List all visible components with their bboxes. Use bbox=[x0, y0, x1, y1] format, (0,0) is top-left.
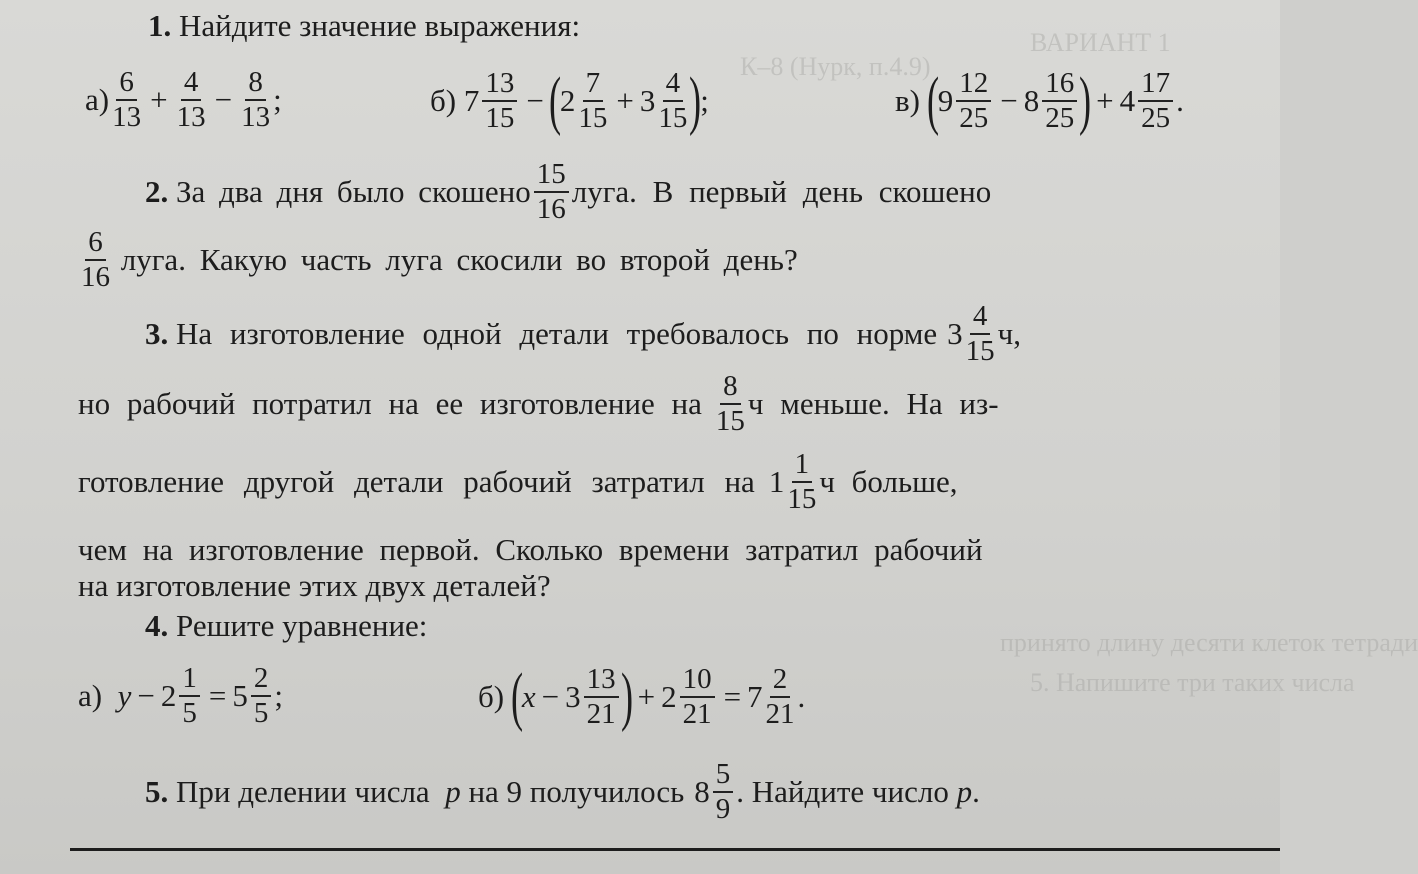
task-1-text: Найдите значение выражения: bbox=[179, 8, 581, 43]
fraction: $\frac{4}{13}$ bbox=[176, 66, 206, 133]
task-3-text: ч меньше. На из- bbox=[747, 386, 999, 421]
task-4b-equation: б) ( x − 3 13 21 ) + 2 $\frac{10}{21}$ = 7 2 21 . bbox=[478, 660, 806, 733]
fraction: 13 15 bbox=[482, 69, 517, 133]
task-5-number: 5. bbox=[145, 774, 169, 809]
item-label: а) bbox=[78, 678, 103, 713]
task-3-text: ч больше, bbox=[819, 464, 958, 499]
task-5: 5. При делении числа p на 9 получилось 8 5 9 . Найдите число p . bbox=[145, 758, 980, 825]
item-label: а) bbox=[85, 82, 110, 117]
fraction: 1 15 bbox=[787, 448, 817, 515]
task-5-text: . Найдите число bbox=[736, 774, 949, 809]
task-3-number: 3. bbox=[145, 316, 169, 351]
item-label: б) bbox=[430, 83, 457, 118]
fraction: 12 25 bbox=[956, 69, 991, 133]
task-2-line-2 bbox=[78, 228, 798, 292]
task-3-text: чем на изготовление первой. Сколько времени затратил рабочий bbox=[78, 532, 983, 567]
task-2-number: 2. bbox=[145, 174, 169, 209]
bleed-through-text: ВАРИАНТ 1 bbox=[1030, 28, 1171, 57]
task-3-text: но рабочий потратил на ее изготовление на bbox=[78, 386, 702, 421]
task-1-heading bbox=[148, 8, 580, 44]
bottom-rule bbox=[70, 848, 1280, 851]
task-5-text: на 9 получилось bbox=[468, 774, 685, 809]
task-1a-expression: а) 6 13 + $\frac{4}{13}$ − $\frac{8}{13}$ ; bbox=[85, 66, 282, 133]
fraction: 5 9 bbox=[713, 760, 734, 824]
item-label: в) bbox=[895, 83, 920, 118]
fraction: 7 15 bbox=[578, 67, 608, 134]
task-3-line-4 bbox=[78, 532, 983, 568]
bleed-through-text: К–8 (Нурк, п.4.9) bbox=[740, 52, 931, 81]
task-3-line-5 bbox=[78, 568, 551, 604]
item-label: б) bbox=[478, 679, 505, 714]
task-1c-expression: в) ( 9 12 25 − 8 16 25 ) + 4 17 25 . bbox=[895, 64, 1184, 137]
fraction: $\frac{10}{21}$ bbox=[680, 665, 715, 729]
task-3-line-3: готовление другой детали рабочий затратил на 1 1 15 ч больше, bbox=[78, 448, 958, 515]
bleed-through-text: принято длину десяти клеток тетради bbox=[1000, 628, 1418, 657]
task-4-heading bbox=[145, 608, 427, 644]
task-3-text: на изготовление этих двух деталей? bbox=[78, 568, 551, 603]
bleed-through-text: 5. Напишите три таких числа bbox=[1030, 668, 1355, 697]
task-2-line-1 bbox=[145, 160, 1260, 224]
task-3-line-2 bbox=[78, 372, 999, 436]
fraction: 15 16 bbox=[534, 160, 569, 224]
fraction: $\frac{1}{5}$ bbox=[179, 664, 200, 728]
task-2-text: луга. Какую часть луга скосили во второй день? bbox=[120, 242, 798, 277]
fraction: 6 16 bbox=[81, 226, 110, 293]
task-5-text: При делении числа bbox=[176, 774, 430, 809]
fraction: 2 21 bbox=[765, 663, 795, 730]
task-4-text: Решите уравнение: bbox=[176, 608, 428, 643]
fraction: 13 21 bbox=[584, 665, 619, 729]
fraction: 8 15 bbox=[715, 370, 745, 437]
task-2-text: луга. В первый день скошено bbox=[571, 174, 992, 209]
task-1b-expression: б) 7 13 15 − ( 2 7 15 + 3 4 15 ) ; bbox=[430, 64, 709, 137]
fraction: 4 15 bbox=[658, 67, 688, 134]
task-4-number: 4. bbox=[145, 608, 169, 643]
fraction: 16 25 bbox=[1042, 69, 1077, 133]
fraction: 4 15 bbox=[965, 300, 995, 367]
task-4a-equation: а) y − 2 $\frac{1}{5}$ = 5 2 5 ; bbox=[78, 662, 283, 729]
task-3-line-1: 3. На изготовление одной детали требовалось по норме 3 4 15 ч, bbox=[145, 300, 1021, 367]
fraction: 17 25 bbox=[1138, 69, 1173, 133]
fraction: 6 13 bbox=[112, 66, 142, 133]
task-2-text: За два дня было скошено bbox=[176, 174, 531, 209]
task-1-number: 1. bbox=[148, 8, 172, 43]
task-3-text: готовление другой детали рабочий затратил на bbox=[78, 464, 755, 499]
fraction: $\frac{8}{13}$ bbox=[241, 66, 271, 133]
fraction: 2 5 bbox=[251, 664, 272, 728]
task-3-text: На изготовление одной детали требовалось по норме bbox=[176, 316, 938, 351]
